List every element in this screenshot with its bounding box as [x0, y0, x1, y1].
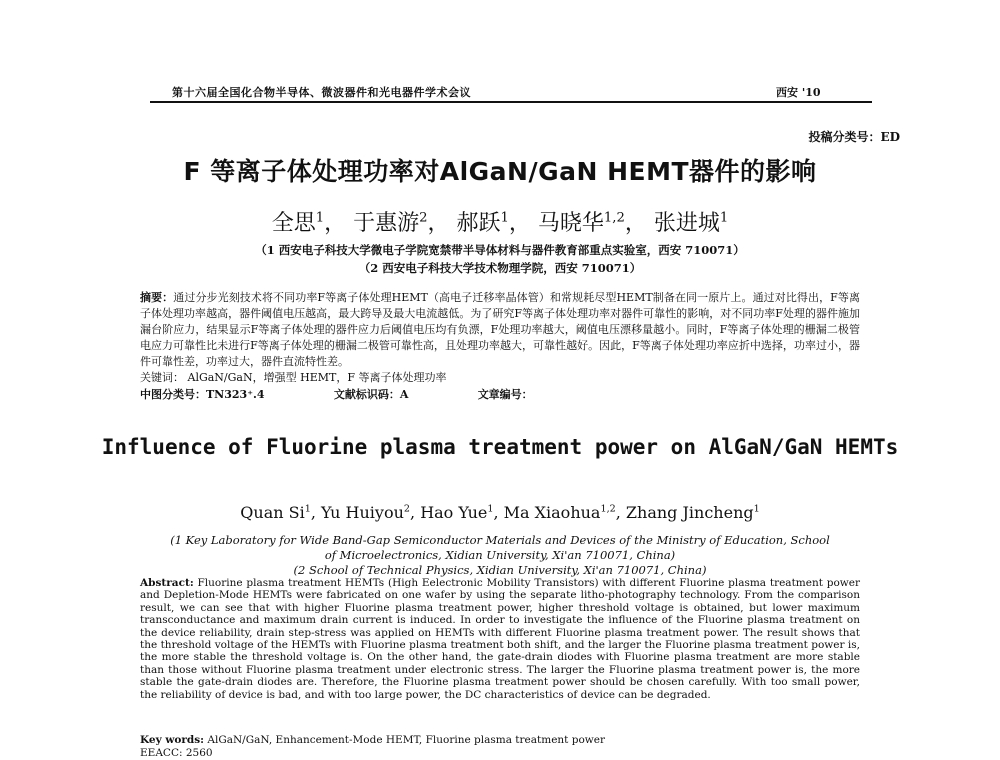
cn-author: 于惠游$^2$ [353, 210, 428, 236]
article-no-label: 文章编号： [477, 388, 533, 401]
classification-code: 投稿分类号：ED [808, 130, 900, 144]
en-abstract [140, 577, 860, 701]
clc-label: 中图分类号： [140, 388, 206, 401]
cn-keywords-text: AlGaN/GaN，增强型 HEMT，F 等离子体处理功率 [187, 371, 447, 384]
en-authors: Quan Si$^1$, Yu Huiyou$^2$, Hao Yue$^1$, Ma Xiaohua$^{1,2}$, Zhang Jincheng$^1$ [240, 503, 760, 522]
en-author: Zhang Jincheng$^1$ [625, 503, 760, 522]
en-author: Yu Huiyou$^2$ [320, 503, 411, 522]
cn-author: 马晓华$^{1,2}$ [537, 210, 625, 236]
cn-meta [140, 386, 860, 402]
cn-abstract-text: 通过分步光刻技术将不同功率F等离子体处理HEMT（高电子迁移率晶体管）和常规耗尽型HEMT制备在同一原片上。通过对比得出，F等离子体处理功率越高，器件阈值电压越高，最大跨导及最大电流越低。为了研究F等离子体处理功率对器件可靠性的影响，对不同功率F处理的器件施加漏台阶应力，结果显示F等离子体处理的器件应力后阈值电压均有负漂，F处理功率越大，阈值电压漂移量越小。同时，F等离子体处理的栅漏二极管电应力可靠性比未进行F等离子体处理的栅漏二极管可靠性高，且处理功率越大，可靠性越好。因此，F等离子体处理功率应折中选择，功率过小，器件可靠性差，功率过大，器件直流特性差。 [140, 291, 860, 368]
cn-author: 张进城$^1$ [653, 210, 729, 236]
en-abstract-label: Abstract: [140, 577, 194, 589]
eeacc-code: 2560 [185, 747, 213, 759]
cn-authors: 全思$^1$， 于惠游$^2$， 郝跃$^1$， 马晓华$^{1,2}$， 张进城$^1$ [271, 210, 729, 236]
en-abstract-text: Fluorine plasma treatment HEMTs (High Eelectronic Mobility Transistors) with different Fluorine plasma treatment power and Depletion-Mode HEMTs were fabricated on one wafer by using the separate litho-photography technology. From the comparison result, we can see that with higher Fluorine plasma treatment power, higher threshold voltage is obtained, but lower maximum transconductance and maximum drain current is induced. In order to investigate the influence of the Fluorine plasma treatment on the device reliability, drain step-stress was applied on HEMTs with different Fluorine plasma treatment power. The result shows that the threshold voltage of the HEMTs with Fluorine plasma treatment both shift, and the larger the Fluorine plasma treatment power is, the more stable the threshold voltage is. On the other hand, the gate-drain diodes with Fluorine plasma treatment are more stable than those without Fluorine plasma treatment under electronic stress. The larger the Fluorine plasma treatment power is, the more stable the gate-drain diodes are. Therefore, the Fluorine plasma treatment power should be chosen carefully. With too small power, the reliability of device is bad, and with too large power, the DC characteristics of device can be degraded. [140, 577, 860, 701]
header-rule [150, 101, 872, 103]
en-affiliation-1: (1 Key Laboratory for Wide Band-Gap Semiconductor Materials and Devices of the Ministry of Education, School of Microelectronics, Xidian University, Xi'an 710071, China) [170, 533, 830, 562]
en-affiliation-2: (2 School of Technical Physics, Xidian University, Xi'an 710071, China) [293, 563, 707, 577]
cn-keywords [140, 369, 860, 385]
eeacc-label: EEACC: [140, 747, 183, 759]
cn-abstract-label: 摘要： [140, 291, 174, 304]
conference-header: 第十六届全国化合物半导体、微波器件和光电器件学术会议 [172, 86, 471, 99]
cn-keywords-label: 关键词： [140, 371, 184, 384]
doc-code-label: 文献标识码： [333, 388, 400, 401]
en-author: Ma Xiaohua$^{1,2}$ [503, 503, 616, 522]
cn-author: 全思$^1$ [271, 210, 325, 236]
cn-affiliation-2: （2 西安电子科技大学技术物理学院，西安 710071） [358, 261, 642, 275]
doc-code: A [399, 388, 409, 401]
en-keywords [140, 734, 860, 746]
en-eeacc [140, 747, 860, 759]
en-author: Hao Yue$^1$ [420, 503, 494, 522]
cn-title: F 等离子体处理功率对AlGaN/GaN HEMT器件的影响 [183, 157, 817, 186]
en-keywords-label: Key words: [140, 734, 205, 746]
en-keywords-text: AlGaN/GaN, Enhancement-Mode HEMT, Fluorine plasma treatment power [207, 734, 605, 746]
venue-header: 西安 '10 [776, 86, 821, 99]
en-title: Influence of Fluorine plasma treatment power on AlGaN/GaN HEMTs [101, 435, 899, 459]
cn-affiliation-1: （1 西安电子科技大学微电子学院宽禁带半导体材料与器件教育部重点实验室，西安 710071） [255, 243, 745, 257]
cn-author: 郝跃$^1$ [456, 210, 509, 236]
cn-abstract [140, 290, 860, 370]
en-author: Quan Si$^1$ [240, 503, 311, 522]
clc-code: TN323⁺.4 [206, 388, 265, 401]
